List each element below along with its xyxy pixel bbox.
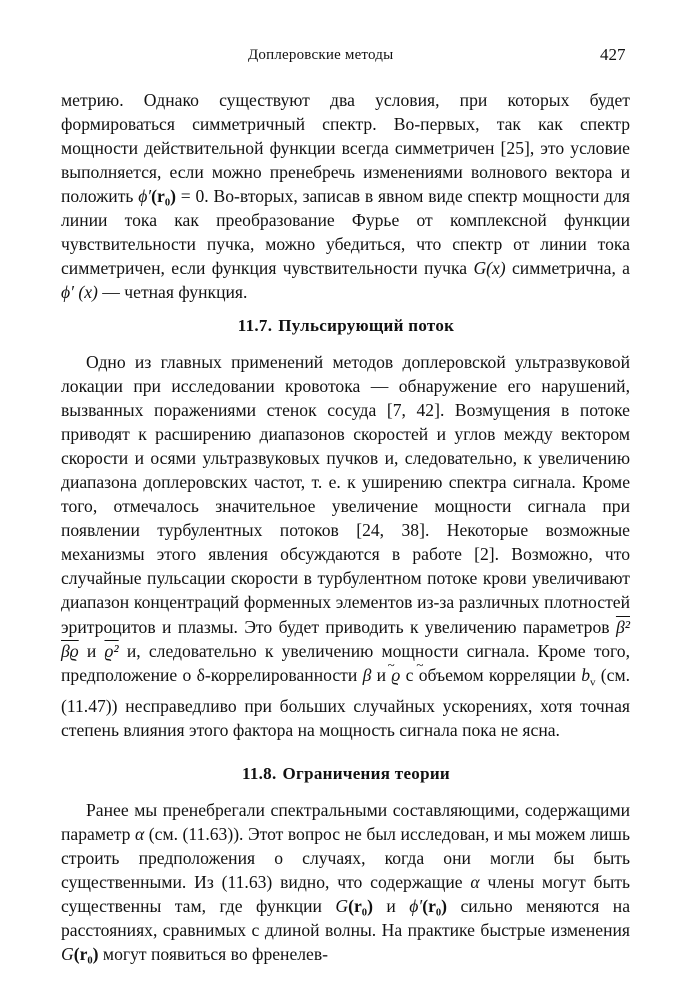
paragraph-3-text	[61, 798, 630, 966]
page-number: 427	[600, 45, 626, 64]
r0-vector: (r₀)	[151, 186, 176, 207]
g-function-1: G	[335, 896, 349, 917]
rho-squared-mean: ϱ²	[104, 640, 119, 661]
p2-text-4: (см. (11.47)) несправедливо при больших случайных ускорениях, хотя точная степень влияния этого фактора на мощность сигнала пока не ясна.	[61, 664, 630, 741]
p2-text-1: Одно из главных применений методов доплеровской ультразвуковой локации при исследовании кровотока — обнаружение его нарушений, вызванных поражениями стенок сосуда [7, 42]. Возмущения в потоке приводят к расширению диапазонов скоростей и углов между вектором скорости и осями ультразвуковых пучков и, следовательно, к увеличению диапазона доплеровских частот, т. е. к уширению спектра сигнала. Кроме того, отмечалось значительное увеличение мощности сигнала при появлении турбулентных потоков [24, 38]. Некоторые возможные механизмы этого явления обсуждаются в работе [2]. Возможно, что случайные пульсации скорости в турбулентном потоке крови увеличивают диапазон концентраций форменных элементов из-за различных плотностей эритроцитов и плазмы. Это будет приводить к увеличению параметров	[61, 352, 630, 637]
paragraph-1-text	[61, 88, 630, 304]
and-word-1: и	[78, 640, 105, 661]
g-function-2: G	[61, 944, 74, 965]
r0-vector-2: (r₀)	[348, 896, 373, 917]
p1-text-2: = 0. Во-вторых, записав в явном виде спектр мощности для линии тока как преобразование Фурье от комплексной функции чувствительности пучка, можно убедиться, что спектр от линии тока симметричен, если функция чувствительности пучка	[61, 186, 630, 279]
and-word-3: и	[372, 896, 410, 917]
p3-text-1: Ранее мы пренебрегали спектральными составляющими, содержащими параметр	[61, 800, 630, 845]
beta-rho-mean: $\overline{\beta ϱ}$	[61, 640, 79, 661]
paragraph-2-text	[61, 350, 630, 742]
section-number: 11.7.	[237, 316, 273, 335]
p2-text-2: и, следовательно к увеличению мощности сигнала. Кроме того, предположение о δ-коррелированности	[61, 640, 630, 685]
alpha-symbol-1: α	[135, 824, 145, 845]
section-heading-11-7	[0, 316, 692, 336]
paragraph-3	[61, 798, 630, 966]
p1-text-1: метрию. Однако существуют два условия, при которых будет формироваться симметричный спектр. Во-первых, так как спектр мощности действительной функции всегда симметричен [25], это условие выполняется, если можно пренебречь изменениями волнового вектора и положить	[61, 90, 630, 207]
p1-text-4: — четная функция.	[97, 282, 248, 303]
r0-vector-3: (r₀)	[422, 896, 448, 917]
beta-tilde: ~ β	[363, 665, 372, 685]
section-title-2: Ограничения теории	[282, 764, 451, 783]
r0-vector-4: (r₀)	[73, 944, 99, 965]
paragraph-2	[61, 350, 630, 742]
section-number-2: 11.8.	[241, 764, 277, 783]
section-heading-11-8	[0, 764, 692, 784]
g-of-x: G(x)	[473, 258, 506, 279]
alpha-symbol-2: α	[470, 872, 480, 893]
p1-text-3: симметрична, а	[505, 258, 630, 279]
p3-text-5: могут появиться во френелев-	[98, 944, 329, 965]
correlation-volume-sub: v	[590, 676, 596, 689]
phi-prime-symbol-2: ϕ′	[409, 896, 423, 917]
correlation-volume: b	[581, 664, 590, 685]
running-head	[0, 47, 692, 69]
phi-prime-symbol: ϕ′	[138, 186, 152, 207]
p3-text-3: члены могут быть существенны там, где функции	[61, 872, 630, 917]
running-title: Доплеровские методы	[248, 47, 394, 63]
paragraph-1	[61, 88, 630, 304]
rho-tilde: ~ ϱ	[391, 665, 400, 685]
beta-squared-mean: β²	[615, 616, 630, 637]
and-word-2: и	[371, 664, 392, 685]
p3-text-2: (см. (11.63)). Этот вопрос не был исследован, и мы можем лишь строить предположения о случаях, когда они могли бы быть существенными. Из (11.63) видно, что содержащие	[61, 824, 630, 893]
phi-prime-of-x: ϕ′ (x)	[61, 282, 98, 303]
p3-text-4: сильно меняются на расстояниях, сравнимых с длиной волны. На практике быстрые изменения	[61, 896, 631, 941]
p2-text-3: с объемом корреляции	[400, 664, 582, 685]
section-title: Пульсирующий поток	[278, 316, 455, 335]
